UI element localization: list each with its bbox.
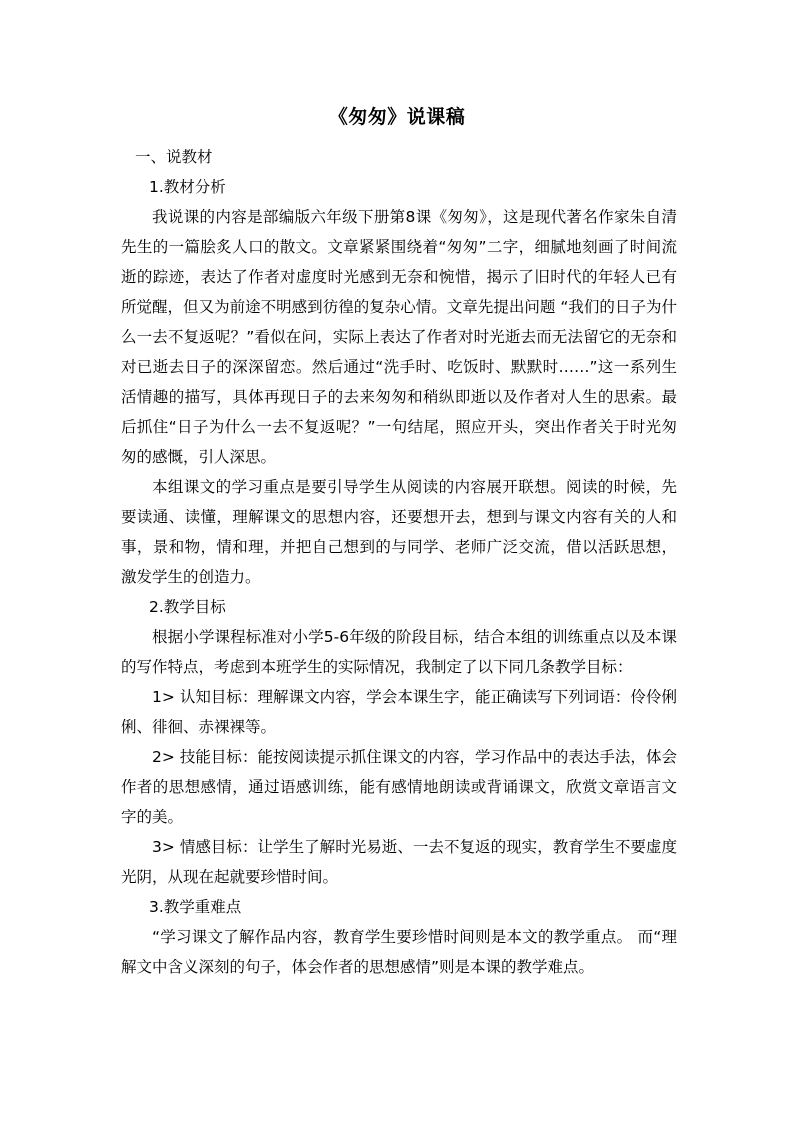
- goal-emotional: 3> 情感目标：让学生了解时光易逝、一去不复返的现实，教育学生不要虚度光阴，从现在起就要珍惜时间。: [121, 838, 677, 886]
- paragraph-goals-intro: 根据小学课程标准对小学5-6年级的阶段目标，结合本组的训练重点以及本课的写作特点，考虑到本班学生的实际情况，我制定了以下同几条教学目标：: [121, 628, 677, 676]
- document-title: 《匆匆》说课稿: [328, 106, 466, 128]
- subheading-teaching-goals: 2.教学目标: [149, 598, 226, 616]
- paragraph-learning-focus: 本组课文的学习重点是要引导学生从阅读的内容展开联想。阅读的时候，先要读通、读懂，理解课文的思想内容，还要想开去，想到与课文内容有关的人和事，景和物，情和理，并把自己想到的与同学、老师广泛交流，借以活跃思想，激发学生的创造力。: [121, 478, 677, 586]
- subheading-textbook-analysis: 1.教材分析: [149, 178, 226, 196]
- goal-skill: 2> 技能目标：能按阅读提示抓住课文的内容，学习作品中的表达手法，体会作者的思想感情，通过语感训练，能有感情地朗读或背诵课文，欣赏文章语言文字的美。: [121, 748, 677, 826]
- paragraph-textbook-analysis: 我说课的内容是部编版六年级下册第8课《匆匆》，这是现代著名作家朱自清先生的一篇脍炙人口的散文。文章紧紧围绕着“匆匆”二字，细腻地刻画了时间流逝的踪迹，表达了作者对虚度时光感到无奈和惋惜，揭示了旧时代的年轻人已有所觉醒，但又为前途不明感到彷徨的复杂心情。文章先提出问题 “我们的日子为什么一去不复返呢？”看似在问，实际上表达了作者对时光逝去而无法留它的无奈和对已逝去日子的深深留恋。然后通过“洗手时、吃饭时、默默时……”这一系列生活情趣的描写，具体再现日子的去来匆匆和稍纵即逝以及作者对人生的思索。最后抓住“日子为什么一去不复返呢？”一句结尾，照应开头，突出作者关于时光匆匆的感慨，引人深思。: [121, 208, 677, 466]
- section-heading-textbook: 一、说教材: [135, 148, 213, 166]
- goal-cognitive: 1> 认知目标：理解课文内容，学会本课生字，能正确读写下列词语：伶伶俐俐、徘徊、赤裸裸等。: [121, 688, 677, 736]
- document-body: [121, 142, 677, 982]
- paragraph-key-difficulties: “学习课文了解作品内容，教育学生要珍惜时间则是本文的教学重点。 而“理解文中含义深刻的句子，体会作者的思想感情”则是本课的教学难点。: [121, 928, 677, 976]
- subheading-key-difficulties: 3.教学重难点: [149, 898, 242, 916]
